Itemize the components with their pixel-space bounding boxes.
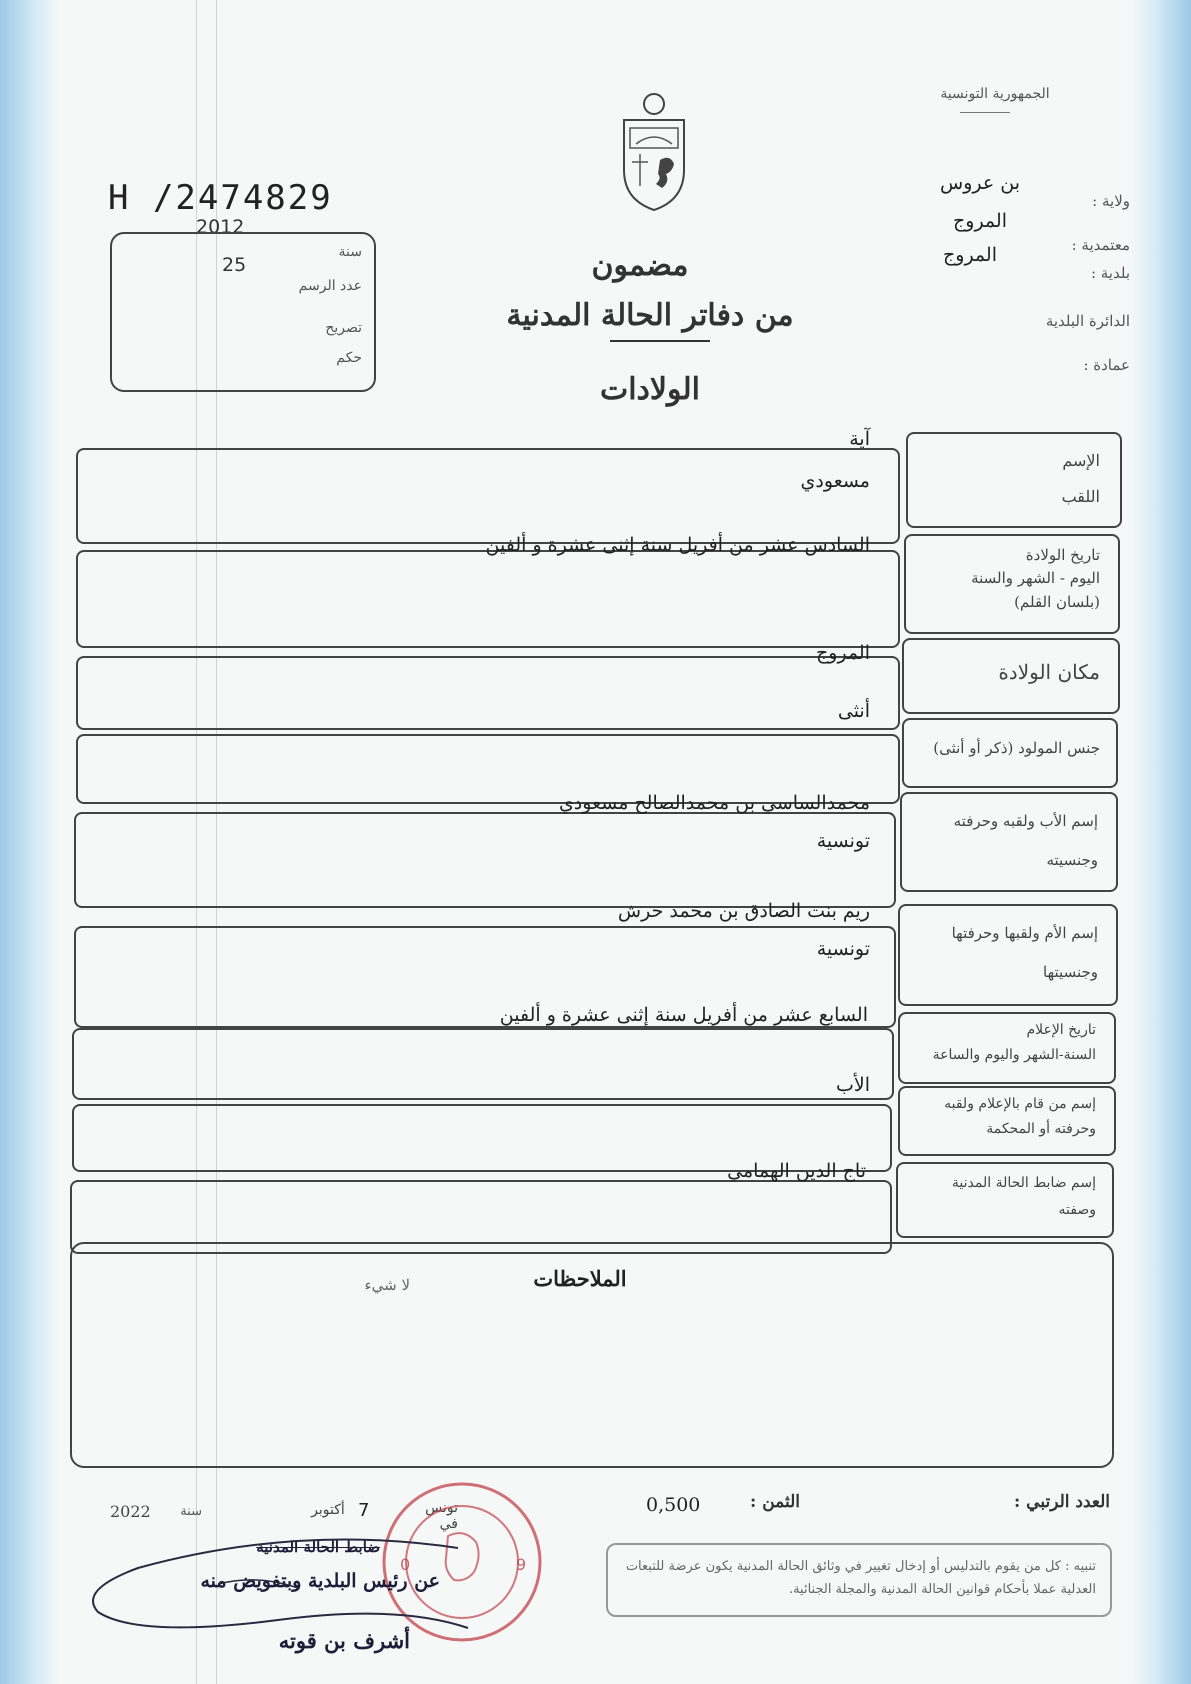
birth-date-label: تاريخ الولادة اليوم - الشهر والسنة (بلسان القلم) [971,546,1100,611]
price-label: الثمن : [750,1492,800,1512]
mother-nationality-value: تونسية [816,938,870,960]
registry-label-number: عدد الرسم [298,278,362,294]
handwritten-signature [78,1528,478,1658]
registry-year: 2012 [196,216,245,238]
sex-label: جنس المولود (ذكر أو أنثى) [933,739,1100,757]
delegation-text: عن رئيس البلدية وبتفويض منه [200,1570,440,1592]
birth-place-value: المروج [816,642,870,664]
name-value-box [76,448,900,544]
declaration-date-value: السابع عشر من أفريل سنة إثنى عشرة و ألفين [499,1004,868,1026]
registry-label-year: سنة [338,244,362,260]
title-underline [610,340,710,342]
registry-number: 25 [222,254,247,276]
title-civil-registers: من دفاتر الحالة المدنية [506,298,794,333]
coat-of-arms-icon [618,90,690,214]
serial-count-label: العدد الرتبي : [1013,1492,1110,1512]
remarks-value: لا شيء [364,1276,410,1294]
svg-text:0: 0 [400,1555,411,1574]
price-value: 0,500 [646,1494,701,1516]
legal-notice-text: تنبيه : كل من يقوم بالتدليس أو إدخال تغيير في وثائق الحالة المدنية يكون عرضة للتبعات العدلية عملا بأحكام قوانين الحالة المدنية والمجلة الجنائية. [625,1559,1096,1598]
left-perforated-edge [0,0,60,1684]
declarant-label: إسم من قام بالإعلام ولقبه وحرفته أو المحكمة [944,1096,1096,1138]
officer-value: تاج الدين الهمامي [727,1160,866,1182]
name-label: الإسم [1062,451,1100,470]
sex-value: أنثى [837,700,870,722]
date-place: تونس في [425,1500,458,1532]
title-summary: مضمون [591,248,689,283]
delegation-value: المروج [953,210,1007,232]
governorate-label: ولاية : [1092,192,1130,210]
svg-text:9: 9 [516,1555,527,1574]
header-underline [960,112,1010,113]
municipal-district-label: الدائرة البلدية [1045,312,1130,330]
delegation-label: معتمدية : [1071,236,1130,254]
governorate-value: بن عروس [940,172,1020,194]
date-year: 2022 [110,1502,151,1521]
municipality-label: بلدية : [1090,264,1130,282]
imada-label: عمادة : [1083,356,1130,374]
title-births: الولادات [599,372,701,407]
declarant-value: الأب [835,1074,870,1096]
right-perforated-edge [1131,0,1191,1684]
officer-title: ضابط الحالة المدنية [256,1538,380,1556]
birth-date-value-box [76,550,900,648]
surname-label: اللقب [1061,487,1100,506]
municipality-value: المروج [943,244,997,266]
birth-place-value-box [76,656,900,730]
name-label-box [906,432,1122,528]
signatory-name: أشرف بن قوته [278,1628,410,1653]
birth-place-label: مكان الولادة [998,660,1100,684]
declaration-date-value-box [72,1028,894,1100]
registry-label-declaration: تصريح [325,320,362,336]
father-nationality-value: تونسية [816,830,870,852]
date-day: 7 [358,1500,370,1521]
given-name-value: آية [849,428,870,450]
remarks-label: الملاحظات [533,1266,627,1291]
serial-number: H /2474829 [108,178,333,218]
registry-box [110,232,376,392]
date-month: أكتوبر [311,1502,345,1518]
mother-label: إسم الأم ولقبها وحرفتها وجنسيتها [951,924,1098,981]
father-value-box [74,812,896,908]
birth-date-value: السادس عشر من أفريل سنة إثنى عشرة و ألفين [485,534,870,556]
year-label: سنة [180,1504,202,1519]
republic-header: الجمهورية التونسية [940,86,1050,102]
declaration-date-label: تاريخ الإعلام السنة-الشهر واليوم والساعة [932,1022,1096,1064]
father-name-value: محمدالساسي بن محمدالصالح مسعودي [558,792,870,814]
officer-label: إسم ضابط الحالة المدنية وصفته [951,1175,1096,1218]
legal-notice-box [606,1543,1112,1617]
surname-value: مسعودي [800,470,870,492]
registry-label-judgment: حكم [336,350,362,366]
mother-name-value: ريم بنت الصادق بن محمد حرش [617,900,870,922]
father-label: إسم الأب ولقبه وحرفته وجنسيته [953,812,1098,869]
